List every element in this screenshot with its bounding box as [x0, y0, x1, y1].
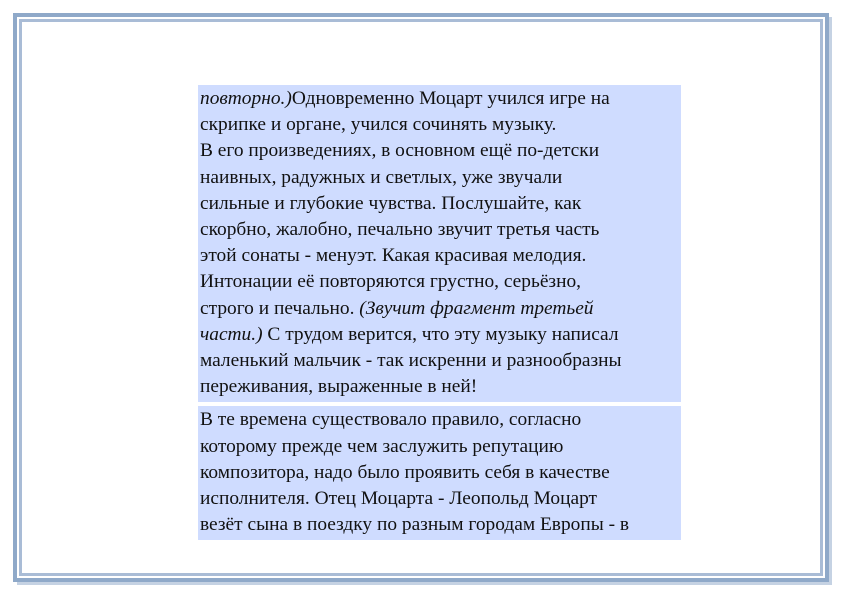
text-fragment: С трудом верится, что эту музыку написал	[262, 323, 619, 345]
text-line: Интонации её повторяются грустно, серьёзно,	[200, 271, 582, 293]
text-line: исполнителя. Отец Моцарта - Леопольд Моцарт	[200, 488, 597, 510]
text-line	[200, 322, 681, 348]
text-line: скорбно, жалобно, печально звучит третья часть	[200, 219, 600, 241]
paragraph-1	[198, 85, 681, 402]
text-line: В его произведениях, в основном ещё по-детски	[200, 140, 600, 162]
frame-shadow-bottom	[17, 582, 832, 585]
text-line: которому прежде чем заслужить репутацию	[200, 435, 564, 457]
italic-fragment: (Звучит фрагмент третьей	[359, 297, 594, 319]
text-line: композитора, надо было проявить себя в качестве	[200, 461, 610, 483]
paragraph-2	[198, 406, 681, 540]
text-line: В те времена существовало правило, согласно	[200, 409, 582, 431]
text-block	[198, 85, 681, 540]
text-line: наивных, радужных и светлых, уже звучали	[200, 166, 563, 188]
text-fragment: строго и печально.	[200, 297, 360, 319]
text-line: маленький мальчик - так искренни и разнообразны	[200, 350, 622, 372]
text-line: скрипке и органе, учился сочинять музыку.	[200, 114, 557, 136]
text-line: везёт сына в поездку по разным городам Европы - в	[200, 514, 630, 536]
text-line: этой сонаты - менуэт. Какая красивая мелодия.	[200, 245, 587, 267]
italic-fragment: повторно.)	[200, 88, 292, 109]
text-line: сильные и глубокие чувства. Послушайте, как	[200, 192, 582, 214]
text-line	[200, 86, 681, 112]
italic-fragment: части.)	[200, 323, 263, 345]
text-fragment: Одновременно Моцарт учился игре на	[291, 88, 610, 109]
text-line	[200, 296, 681, 322]
frame-shadow-right	[829, 17, 832, 585]
text-line: переживания, выраженные в ней!	[200, 376, 478, 398]
